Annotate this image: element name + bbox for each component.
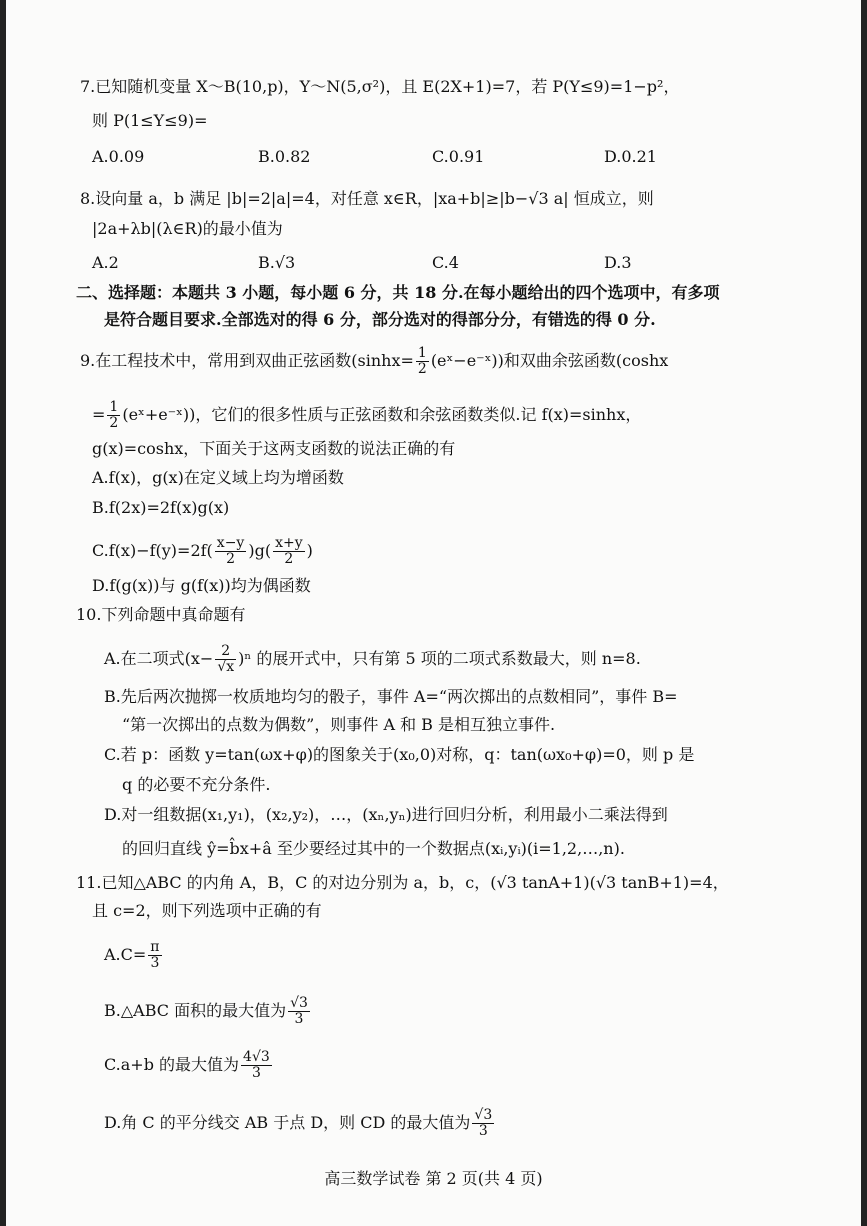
q7-option-b: B.0.82 xyxy=(258,147,311,166)
fraction-denominator: √x xyxy=(217,659,235,675)
q10-option-c-line1: C.若 p：函数 y=tan(ωx+φ)的图象关于(x₀,0)对称，q：tan(ωx₀+φ)=0，则 p 是 xyxy=(104,745,695,764)
q11-option-c xyxy=(104,1050,274,1081)
fraction-numerator: √3 xyxy=(290,995,308,1011)
q7-option-a: A.0.09 xyxy=(92,147,145,166)
fraction-numerator: 4√3 xyxy=(243,1049,270,1065)
q10-option-b-line2: “第一次掷出的点数为偶数”，则事件 A 和 B 是相互独立事件. xyxy=(122,715,556,734)
q11-optb-text: B.△ABC 面积的最大值为 xyxy=(104,1001,287,1020)
q11-optd-fraction xyxy=(472,1108,494,1139)
q9-stem-line1 xyxy=(80,346,668,377)
q11-option-a xyxy=(104,940,164,971)
fraction-denominator: 3 xyxy=(294,1011,304,1027)
fraction-numerator: x+y xyxy=(275,535,303,551)
q11-option-b xyxy=(104,996,312,1027)
q9-optc-text-b: )g( xyxy=(248,541,272,560)
q10-option-c-line2: q 的必要不充分条件. xyxy=(122,775,271,794)
q11-opta-text: A.C= xyxy=(104,945,147,964)
right-scan-edge xyxy=(861,0,867,1226)
fraction-numerator: √3 xyxy=(474,1107,493,1123)
q8-option-a: A.2 xyxy=(92,253,119,272)
q7-option-d: D.0.21 xyxy=(604,147,657,166)
q9-half-fraction-2 xyxy=(107,400,120,431)
q8-option-d: D.3 xyxy=(604,253,632,272)
q7-option-c: C.0.91 xyxy=(432,147,485,166)
q11-optc-fraction xyxy=(241,1050,272,1081)
q10-option-a xyxy=(104,644,641,675)
fraction-numerator: 2 xyxy=(215,644,236,660)
q10-stem: 10.下列命题中真命题有 xyxy=(76,605,246,624)
q10-opta-text-a: A.在二项式(x− xyxy=(104,649,214,668)
q7-stem-line2: 则 P(1≤Y≤9)= xyxy=(92,111,208,130)
section-2-line2: 是符合题目要求.全部选对的得 6 分，部分选对的得部分分，有错选的得 0 分. xyxy=(104,310,656,329)
q11-stem-line1: 11.已知△ABC 的内角 A，B，C 的对边分别为 a，b，c，(√3 tanA+1)(√3 tanB+1)=4， xyxy=(76,873,729,892)
fraction-numerator: 1 xyxy=(417,345,427,361)
q9-stem-line3: g(x)=coshx，下面关于这两支函数的说法正确的有 xyxy=(92,439,456,458)
q9-option-a: A.f(x)，g(x)在定义域上均为增函数 xyxy=(92,468,344,487)
q11-optd-text: D.角 C 的平分线交 AB 于点 D，则 CD 的最大值为 xyxy=(104,1113,471,1132)
q8-option-b: B.√3 xyxy=(258,253,296,272)
q8-stem-line1: 8.设向量 a，b 满足 |b|=2|a|=4，对任意 x∈R，|xa+b|≥|b−√3 a| 恒成立，则 xyxy=(80,189,654,208)
q9-text-2b: (eˣ+e⁻ˣ))，它们的很多性质与正弦函数和余弦函数类似.记 f(x)=sinhx， xyxy=(122,405,642,424)
q11-option-d xyxy=(104,1108,496,1139)
q9-stem-line2 xyxy=(92,400,641,431)
fraction-denominator: 3 xyxy=(478,1123,488,1139)
q11-stem-line2: 且 c=2，则下列选项中正确的有 xyxy=(92,901,322,920)
fraction-numerator: π xyxy=(150,939,160,955)
q9-optc-fraction-2 xyxy=(273,536,305,567)
q10-option-d-line1: D.对一组数据(x₁,y₁)，(x₂,y₂)，…，(xₙ,yₙ)进行回归分析，利用最小二乘法得到 xyxy=(104,805,668,824)
q10-opta-text-b: )ⁿ 的展开式中，只有第 5 项的二项式系数最大，则 n=8. xyxy=(238,649,641,668)
fraction-denominator: 2 xyxy=(226,551,236,567)
fraction-denominator: 2 xyxy=(417,361,427,377)
page-footer: 高三数学试卷 第 2 页(共 4 页) xyxy=(324,1169,543,1188)
fraction-denominator: 3 xyxy=(150,955,160,971)
q9-option-c xyxy=(92,536,313,567)
q11-opta-fraction xyxy=(148,940,161,971)
q8-stem-line2: |2a+λb|(λ∈R)的最小值为 xyxy=(92,219,283,238)
q10-option-d-line2: 的回归直线 ŷ=b̂x+â 至少要经过其中的一个数据点(xᵢ,yᵢ)(i=1,2,…,n). xyxy=(122,839,625,858)
q9-optc-text-a: C.f(x)−f(y)=2f( xyxy=(92,541,213,560)
q8-option-c: C.4 xyxy=(432,253,459,272)
q7-stem-line1: 7.已知随机变量 X～B(10,p)，Y～N(5,σ²)，且 E(2X+1)=7，若 P(Y≤9)=1−p²， xyxy=(80,77,680,96)
q9-option-b: B.f(2x)=2f(x)g(x) xyxy=(92,498,230,517)
q9-text-1b: (eˣ−e⁻ˣ))和双曲余弦函数(coshx xyxy=(430,351,669,370)
q9-option-d: D.f(g(x))与 g(f(x))均为偶函数 xyxy=(92,576,311,595)
left-scan-edge xyxy=(0,0,6,1226)
fraction-denominator: 3 xyxy=(251,1065,261,1081)
q11-optb-fraction xyxy=(288,996,310,1027)
fraction-numerator: x−y xyxy=(216,535,245,551)
q11-optc-text: C.a+b 的最大值为 xyxy=(104,1055,240,1074)
fraction-denominator: 2 xyxy=(284,551,294,567)
section-2-line1: 二、选择题：本题共 3 小题，每小题 6 分，共 18 分.在每小题给出的四个选项中，有多项 xyxy=(76,283,720,302)
fraction-numerator: 1 xyxy=(109,399,119,415)
q9-text-2a: = xyxy=(92,405,106,424)
q9-text-1a: 9.在工程技术中，常用到双曲正弦函数(sinhx= xyxy=(80,351,414,370)
q10-option-b-line1: B.先后两次抛掷一枚质地均匀的骰子，事件 A=“两次掷出的点数相同”，事件 B= xyxy=(104,687,678,706)
fraction-denominator: 2 xyxy=(109,415,119,431)
q9-half-fraction-1 xyxy=(416,346,429,377)
q9-optc-fraction-1 xyxy=(215,536,247,567)
q9-optc-text-c: ) xyxy=(306,541,313,560)
q10-opta-fraction xyxy=(215,644,236,675)
